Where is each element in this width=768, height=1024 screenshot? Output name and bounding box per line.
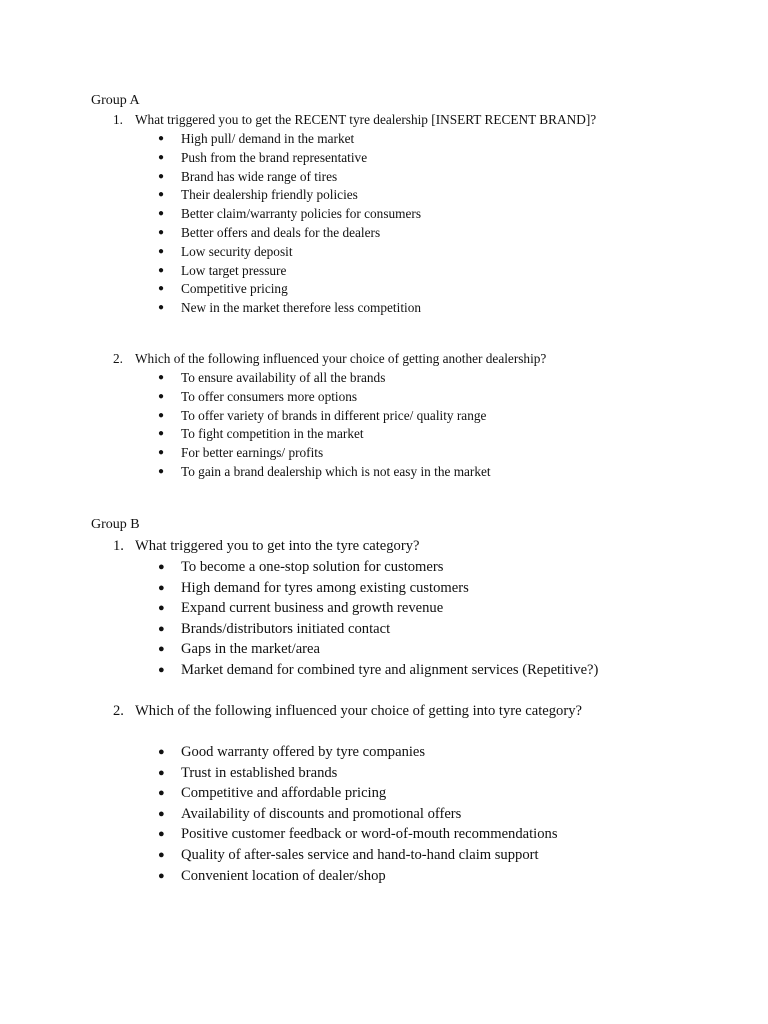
bullet-icon: ● — [158, 245, 165, 257]
group-b-question-2 — [113, 702, 582, 720]
bullet-icon: ● — [158, 133, 165, 144]
question-text: What triggered you to get into the tyre category? — [135, 538, 420, 554]
list-item: ● Competitive and affordable pricing — [158, 783, 558, 804]
bullet-icon: ● — [158, 581, 165, 594]
question-text: What triggered you to get the RECENT tyre dealership [INSERT RECENT BRAND]? — [135, 112, 597, 127]
list-item: ● Expand current business and growth revenue — [158, 598, 598, 619]
list-item: ● Brand has wide range of tires — [158, 168, 421, 187]
question-text: Which of the following influenced your choice of getting another dealership? — [135, 351, 547, 366]
bullet-icon: ● — [158, 208, 165, 220]
bullet-icon: ● — [158, 643, 165, 656]
list-item: ● To ensure availability of all the brands — [158, 369, 491, 388]
group-a-question-2 — [113, 351, 546, 367]
group-b-question-1 — [113, 537, 419, 555]
list-item: ● Availability of discounts and promotional offers — [158, 804, 558, 825]
bullet-icon: ● — [158, 622, 165, 635]
list-item: ● Better claim/warranty policies for consumers — [158, 205, 421, 224]
list-item: ● High pull/ demand in the market — [158, 130, 421, 149]
bullet-icon: ● — [158, 447, 165, 459]
list-item: ● For better earnings/ profits — [158, 444, 491, 463]
bullet-icon: ● — [158, 465, 165, 477]
question-number: 1. — [113, 112, 123, 127]
bullet-icon: ● — [158, 170, 165, 182]
list-item: ● New in the market therefore less competition — [158, 299, 421, 318]
bullet-icon: ● — [158, 390, 165, 402]
bullet-icon: ● — [158, 807, 165, 820]
question-number: 2. — [113, 351, 123, 366]
list-item: ● To fight competition in the market — [158, 425, 491, 444]
bullet-icon: ● — [158, 372, 165, 383]
list-item: ● Trust in established brands — [158, 763, 558, 784]
list-item: ● To offer variety of brands in different price/ quality range — [158, 407, 491, 426]
group-a-heading: Group A — [91, 93, 140, 108]
bullet-icon: ● — [158, 561, 165, 573]
list-item: ● High demand for tyres among existing customers — [158, 578, 598, 599]
group-b-question-1-options — [158, 557, 598, 681]
list-item: ● Market demand for combined tyre and alignment services (Repetitive?) — [158, 660, 598, 681]
bullet-icon: ● — [158, 264, 165, 276]
bullet-icon: ● — [158, 746, 165, 758]
bullet-icon: ● — [158, 828, 165, 841]
list-item: ● To gain a brand dealership which is not easy in the market — [158, 463, 491, 482]
bullet-icon: ● — [158, 428, 165, 440]
question-number: 1. — [113, 538, 124, 554]
bullet-icon: ● — [158, 766, 165, 779]
list-item: ● To become a one-stop solution for customers — [158, 557, 598, 578]
list-item: ● To offer consumers more options — [158, 388, 491, 407]
bullet-icon: ● — [158, 869, 165, 882]
list-item: ● Push from the brand representative — [158, 149, 421, 168]
list-item: ● Competitive pricing — [158, 280, 421, 299]
bullet-icon: ● — [158, 226, 165, 238]
bullet-icon: ● — [158, 787, 165, 800]
group-b-question-2-options — [158, 742, 558, 886]
bullet-icon: ● — [158, 151, 165, 163]
group-a-question-1 — [113, 112, 596, 128]
group-a-question-1-options — [158, 130, 421, 318]
group-b-heading: Group B — [91, 517, 140, 532]
list-item: ● Brands/distributors initiated contact — [158, 619, 598, 640]
group-a-question-2-options — [158, 369, 491, 482]
list-item: ● Their dealership friendly policies — [158, 186, 421, 205]
list-item: ● Better offers and deals for the dealers — [158, 224, 421, 243]
question-number: 2. — [113, 703, 124, 719]
bullet-icon: ● — [158, 409, 165, 421]
list-item: ● Low security deposit — [158, 243, 421, 262]
list-item: ● Convenient location of dealer/shop — [158, 866, 558, 887]
bullet-icon: ● — [158, 602, 165, 615]
bullet-icon: ● — [158, 663, 165, 676]
bullet-icon: ● — [158, 848, 165, 861]
list-item: ● Low target pressure — [158, 262, 421, 281]
bullet-icon: ● — [158, 189, 165, 201]
list-item: ● Good warranty offered by tyre companies — [158, 742, 558, 763]
list-item: ● Positive customer feedback or word-of-mouth recommendations — [158, 824, 558, 845]
bullet-icon: ● — [158, 283, 165, 295]
list-item: ● Quality of after-sales service and hand-to-hand claim support — [158, 845, 558, 866]
bullet-icon: ● — [158, 302, 165, 314]
question-text: Which of the following influenced your choice of getting into tyre category? — [135, 703, 582, 719]
list-item: ● Gaps in the market/area — [158, 639, 598, 660]
